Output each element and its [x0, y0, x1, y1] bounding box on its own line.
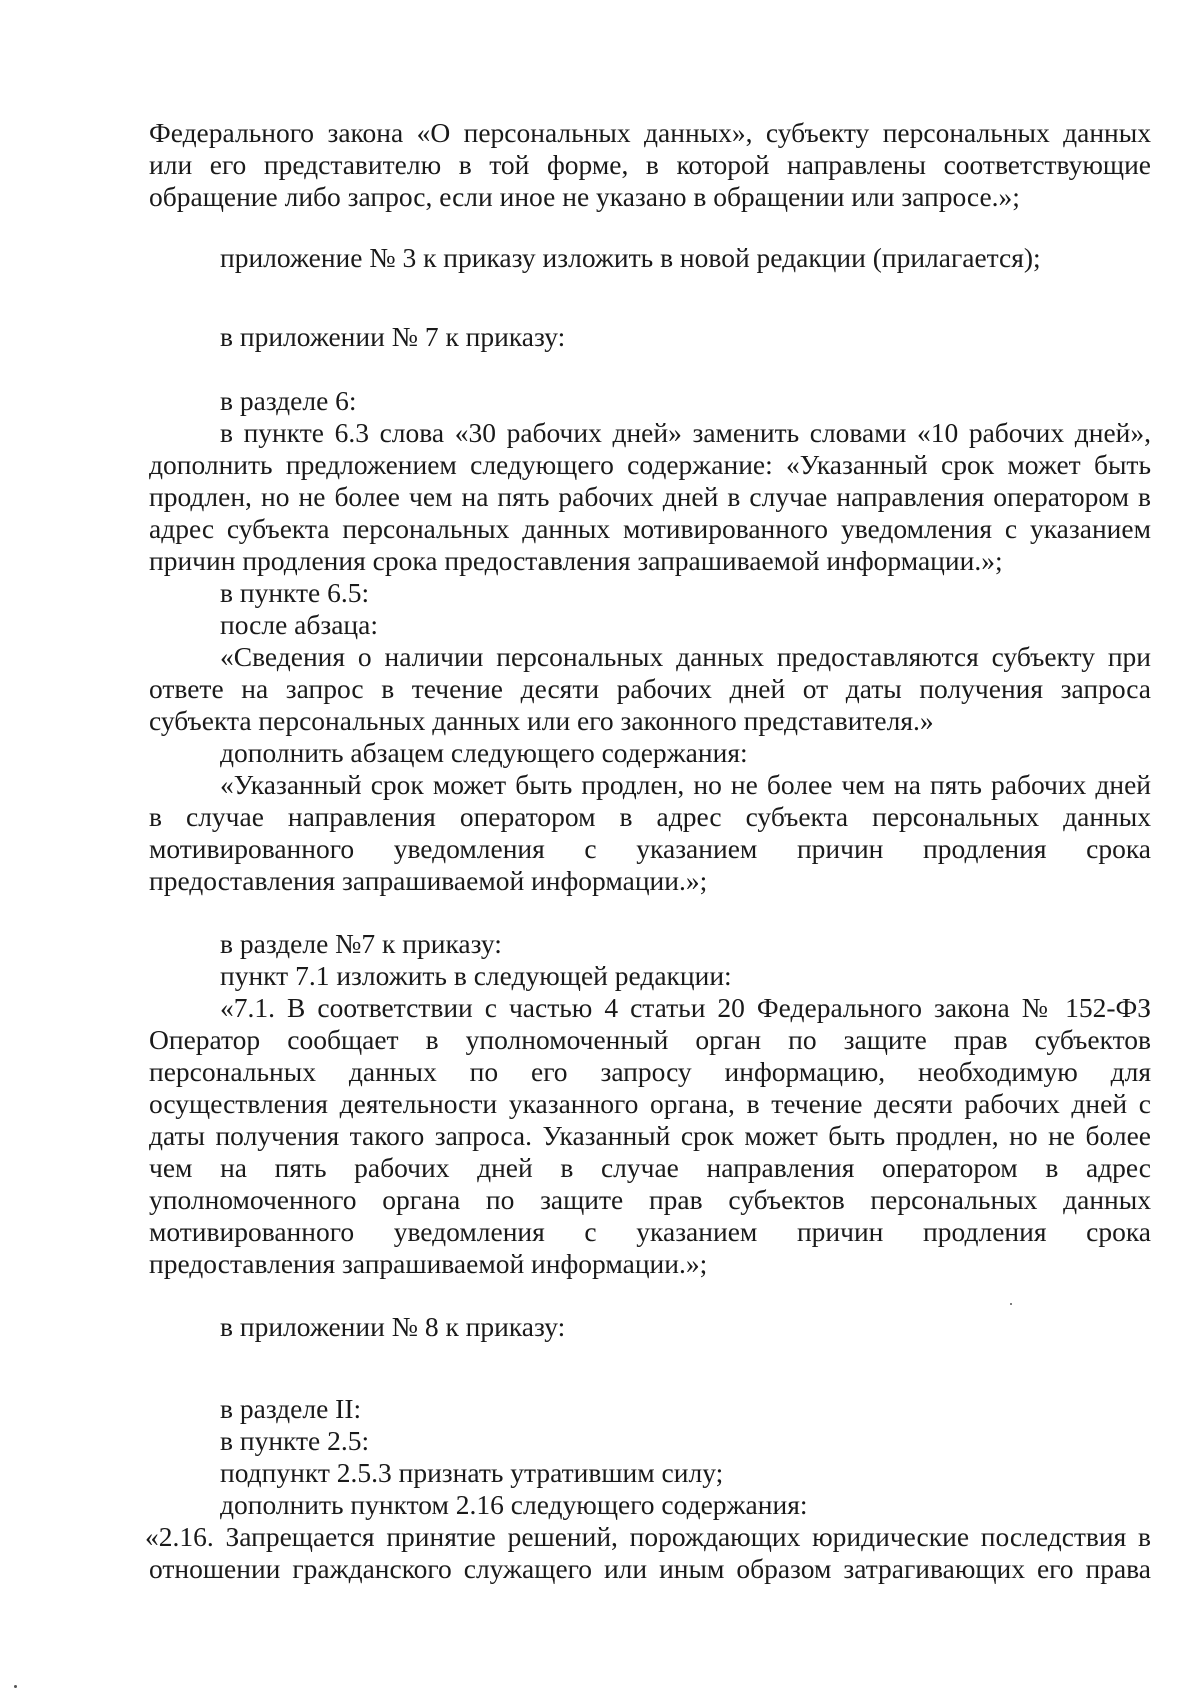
text-line: уполномоченного органа по защите прав субъектов персональных данных [149, 1184, 1151, 1215]
text-line: приложение № 3 к приказу изложить в новой редакции (прилагается); [220, 242, 1041, 273]
text-line: в случае направления оператором в адрес субъекта персональных данных [149, 801, 1151, 832]
text-line: дополнить предложением следующего содержание: «Указанный срок может быть [149, 449, 1151, 480]
scan-speck [14, 1685, 17, 1688]
text-line: мотивированного уведомления с указанием причин продления срока [149, 833, 1151, 864]
text-line: обращение либо запрос, если иное не указано в обращении или запросе.»; [149, 181, 1020, 212]
text-line: «Указанный срок может быть продлен, но не более чем на пять рабочих дней [220, 769, 1151, 800]
text-line: в разделе 6: [220, 385, 357, 416]
text-line: в разделе №7 к приказу: [220, 928, 502, 959]
scan-speck [1010, 1303, 1012, 1305]
text-line: дополнить абзацем следующего содержания: [220, 737, 748, 768]
text-line: предоставления запрашиваемой информации.»; [149, 1248, 708, 1279]
text-line: продлен, но не более чем на пять рабочих дней в случае направления оператором в [149, 481, 1151, 512]
text-line: ответе на запрос в течение десяти рабочих дней от даты получения запроса [149, 673, 1151, 704]
text-line: чем на пять рабочих дней в случае направления оператором в адрес [149, 1152, 1151, 1183]
text-line: Оператор сообщает в уполномоченный орган по защите прав субъектов [149, 1024, 1151, 1055]
text-line: отношении гражданского служащего или иным образом затрагивающих его права [149, 1553, 1151, 1584]
text-line: в разделе II: [220, 1393, 362, 1424]
text-line: даты получения такого запроса. Указанный срок может быть продлен, но не более [149, 1120, 1151, 1151]
text-line: адрес субъекта персональных данных мотивированного уведомления с указанием [149, 513, 1151, 544]
text-line: в пункте 2.5: [220, 1425, 370, 1456]
text-line: мотивированного уведомления с указанием причин продления срока [149, 1216, 1151, 1247]
text-line: в приложении № 8 к приказу: [220, 1311, 566, 1342]
text-line: «2.16. Запрещается принятие решений, порождающих юридические последствия в [145, 1521, 1151, 1552]
text-line: «7.1. В соответствии с частью 4 статьи 20 Федерального закона № 152-ФЗ [220, 992, 1151, 1023]
text-line: субъекта персональных данных или его законного представителя.» [149, 705, 934, 736]
text-line: дополнить пунктом 2.16 следующего содержания: [220, 1489, 808, 1520]
text-line: Федерального закона «О персональных данных», субъекту персональных данных [149, 117, 1151, 148]
text-line: предоставления запрашиваемой информации.»; [149, 865, 708, 896]
text-line: в пункте 6.5: [220, 577, 370, 608]
text-line: причин продления срока предоставления запрашиваемой информации.»; [149, 545, 1003, 576]
text-line: после абзаца: [220, 609, 378, 640]
text-line: в пункте 6.3 слова «30 рабочих дней» заменить словами «10 рабочих дней», [220, 417, 1151, 448]
text-line: осуществления деятельности указанного органа, в течение десяти рабочих дней с [149, 1088, 1151, 1119]
text-line: персональных данных по его запросу информацию, необходимую для [149, 1056, 1151, 1087]
text-line: в приложении № 7 к приказу: [220, 321, 566, 352]
text-line: подпункт 2.5.3 признать утратившим силу; [220, 1457, 724, 1488]
text-line: или его представителю в той форме, в которой направлены соответствующие [149, 149, 1151, 180]
text-line: «Сведения о наличии персональных данных предоставляются субъекту при [220, 641, 1151, 672]
text-line: пункт 7.1 изложить в следующей редакции: [220, 960, 732, 991]
